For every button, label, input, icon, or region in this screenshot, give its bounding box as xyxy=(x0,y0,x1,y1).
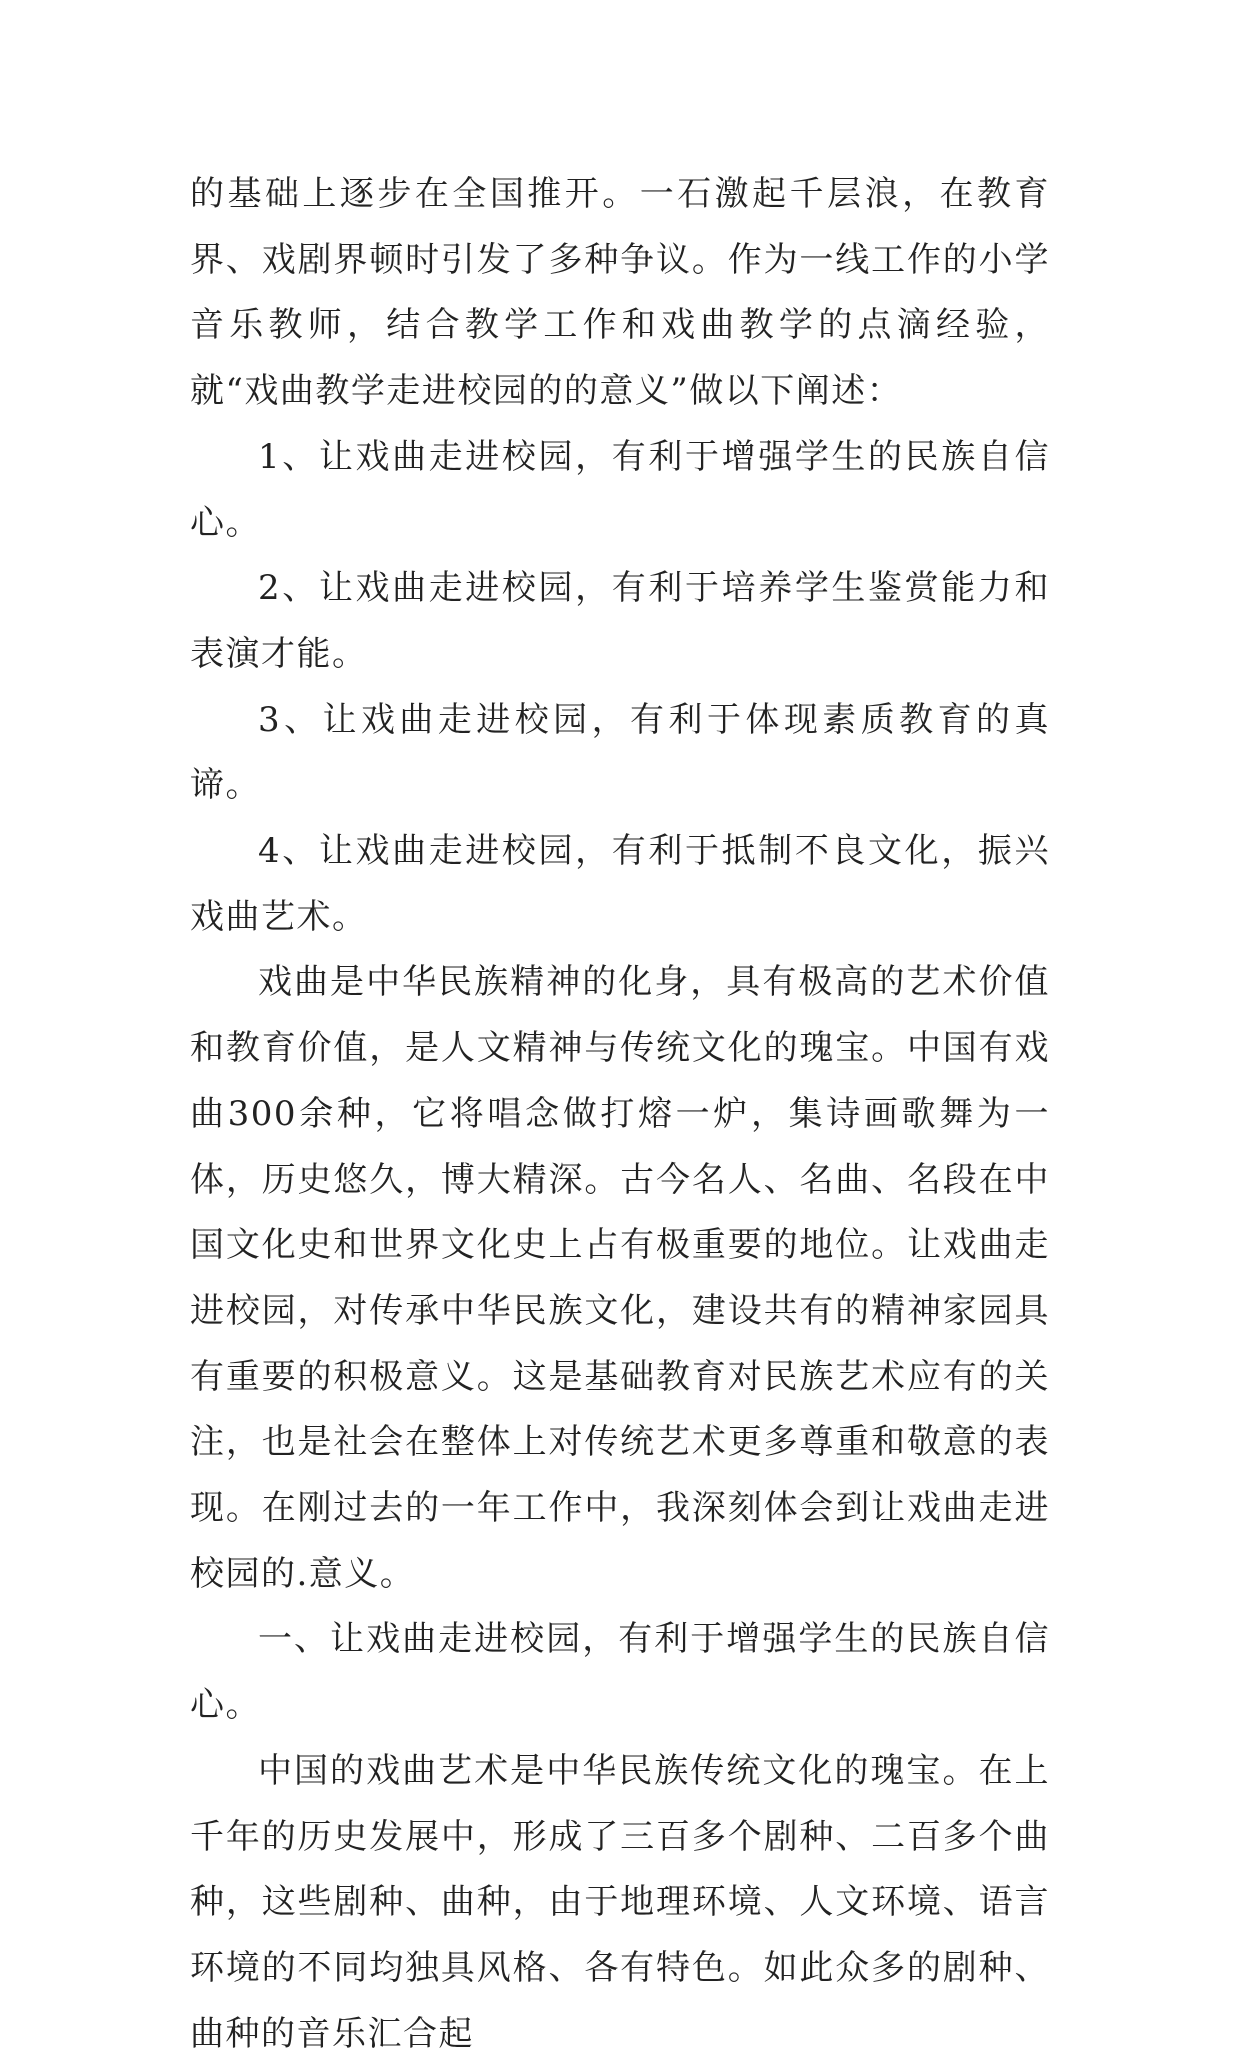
paragraph: 中国的戏曲艺术是中华民族传统文化的瑰宝。在上千年的历史发展中，形成了三百多个剧种、二百多个曲种，这些剧种、曲种，由于地理环境、人文环境、语言环境的不同均独具风格、各有特色。如此众多的剧种、曲种的音乐汇合起 xyxy=(190,1750,1050,2054)
document-body xyxy=(190,162,1050,2067)
paragraph: 的基础上逐步在全国推开。一石激起千层浪，在教育界、戏剧界顿时引发了多种争议。作为一线工作的小学音乐教师，结合教学工作和戏曲教学的点滴经验，就“戏曲教学走进校园的的意义”做以下阐述： xyxy=(190,174,1050,412)
list-item-2: 2、让戏曲走进校园，有利于培养学生鉴赏能力和表演才能。 xyxy=(190,568,1050,674)
list-item-1: 1、让戏曲走进校园，有利于增强学生的民族自信心。 xyxy=(190,436,1050,543)
section-heading: 一、让戏曲走进校园，有利于增强学生的民族自信心。 xyxy=(190,1619,1050,1726)
list-item-4: 4、让戏曲走进校园，有利于抵制不良文化，振兴戏曲艺术。 xyxy=(190,831,1050,937)
list-item-3: 3、让戏曲走进校园，有利于体现素质教育的真谛。 xyxy=(190,699,1050,806)
paragraph: 戏曲是中华民族精神的化身，具有极高的艺术价值和教育价值，是人文精神与传统文化的瑰宝。中国有戏曲300余种，它将唱念做打熔一炉，集诗画歌舞为一体，历史悠久，博大精深。古今名人、名曲、名段在中国文化史和世界文化史上占有极重要的地位。让戏曲走进校园，对传承中华民族文化，建设共有的精神家园具有重要的积极意义。这是基础教育对民族艺术应有的关注，也是社会在整体上对传统艺术更多尊重和敬意的表现。在刚过去的一年工作中，我深刻体会到让戏曲走进校园的.意义。 xyxy=(190,962,1050,1594)
